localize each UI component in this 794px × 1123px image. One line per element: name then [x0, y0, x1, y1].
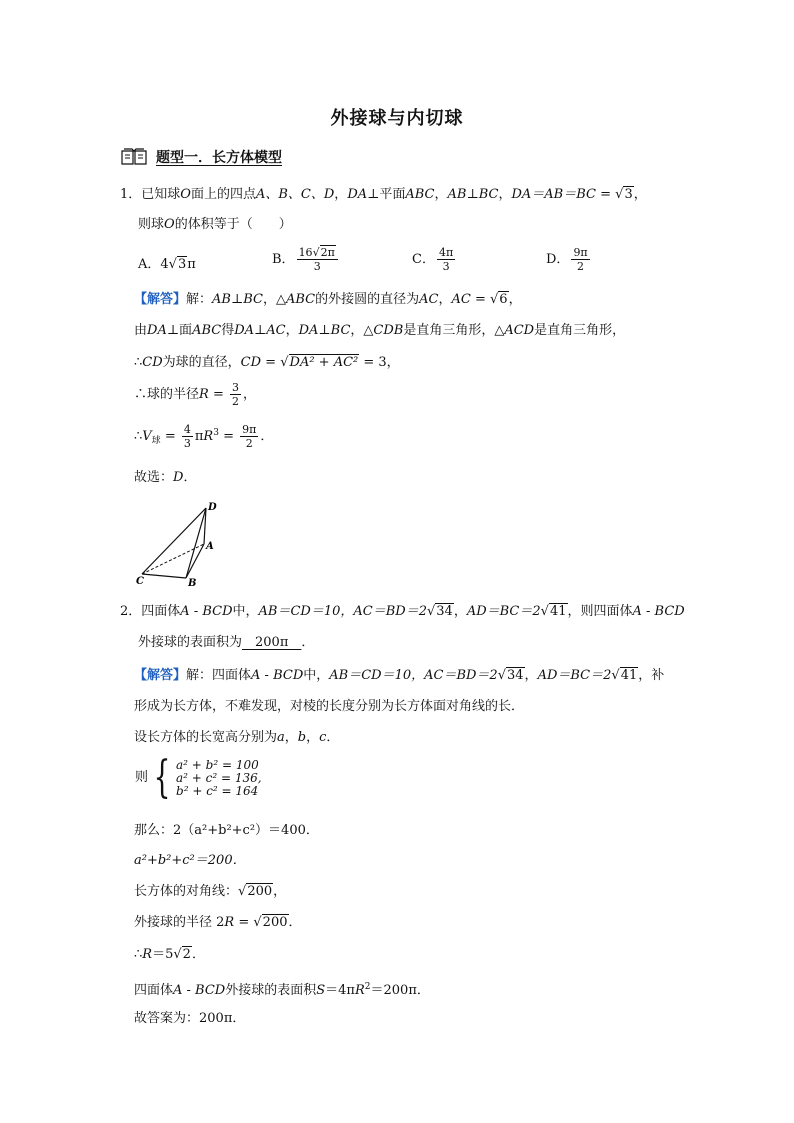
- q1-option-a: A．4√3π: [138, 257, 196, 272]
- figure-label-c: C: [136, 576, 144, 587]
- q1-solution-line3: ∴CD为球的直径，CD = √DA² + AC² = 3，: [134, 355, 400, 370]
- tetrahedron-figure: [134, 498, 224, 590]
- q1-solution-line1: 【解答】解：AB⊥BC，△ABC的外接圆的直径为AC，AC = √6，: [134, 292, 522, 307]
- q2-solution-line1: 【解答】解：四面体A - BCD中，AB＝CD＝10，AC＝BD＝2√34，AD＝BC＝2√41，补: [134, 668, 665, 683]
- section-header: [120, 146, 282, 168]
- q1-number: 1．: [120, 187, 142, 202]
- q2-solution-line6: a²+b²+c²＝200．: [134, 853, 246, 868]
- q2-solution-line2: 形成为长方体，不难发现，对棱的长度分别为长方体面对角线的长．: [134, 699, 525, 714]
- equation-system: 则 { a² + b² = 100 a² + c² = 136, b² + c² = 164: [135, 752, 262, 803]
- section-label: 题型一．长方体模型: [156, 150, 282, 166]
- solution-tag: 【解答】: [134, 668, 187, 683]
- solution-tag: 【解答】: [134, 292, 187, 307]
- figure-label-a: A: [206, 541, 214, 552]
- q2-solution-line7: 长方体的对角线：√200，: [134, 884, 287, 899]
- q1-solution-line4: ∴球的半径R = $\frac{3}{2}$ ，: [134, 381, 256, 408]
- q1-stem-line2: 则球O的体积等于（ ）: [138, 217, 292, 232]
- book-icon: [120, 147, 148, 167]
- q2-number: 2．: [120, 604, 142, 619]
- answer-blank: 200π: [242, 635, 302, 650]
- sqrt-3: √3: [615, 187, 633, 202]
- q1-option-d: D． $\frac{9\pi}{2}$: [546, 246, 588, 273]
- q2-solution-line9: ∴R＝5√2．: [134, 947, 205, 962]
- q1-option-c: C． $\frac{4\pi}{3}$: [412, 246, 454, 273]
- q2-final-answer: 故答案为：200π．: [134, 1011, 246, 1026]
- q1-stem-line1: 1．已知球O面上的四点A、B、C、D，DA⊥平面ABC，AB⊥BC，DA＝AB＝BC = √3，: [120, 187, 647, 202]
- q1-solution-line6: 故选：D．: [134, 470, 197, 485]
- q2-stem-line1: 2．四面体A - BCD中，AB＝CD＝10，AC＝BD＝2√34，AD＝BC＝2√41，则四面体A - BCD: [120, 604, 685, 619]
- q1-solution-line2: 由DA⊥面ABC得DA⊥AC，DA⊥BC，△CDB是直角三角形，△ACD是直角三角形，: [134, 323, 626, 338]
- page-title: 外接球与内切球: [330, 108, 464, 129]
- q2-solution-line5: 那么：2（a²+b²+c²）＝400．: [134, 823, 319, 838]
- q2-solution-line8: 外接球的半径 2R = √200．: [134, 915, 302, 930]
- figure-label-b: B: [188, 578, 197, 589]
- q2-solution-line3: 设长方体的长宽高分别为a，b，c．: [134, 730, 340, 745]
- q1-option-b: B． $\frac{16√2\pi}{3}$: [272, 246, 340, 273]
- figure-label-d: D: [208, 502, 217, 513]
- left-brace: {: [153, 752, 171, 803]
- q2-solution-line10: 四面体A - BCD外接球的表面积$S=4\pi R^2=200\pi$．: [134, 982, 430, 998]
- q1-solution-line5: $\therefore V_球$ = $\frac{4}{3}$ $\pi R^3$ = $\frac{9\pi}{2}$ ．: [134, 423, 274, 450]
- q2-stem-line2: 外接球的表面积为 200π ．: [138, 635, 315, 650]
